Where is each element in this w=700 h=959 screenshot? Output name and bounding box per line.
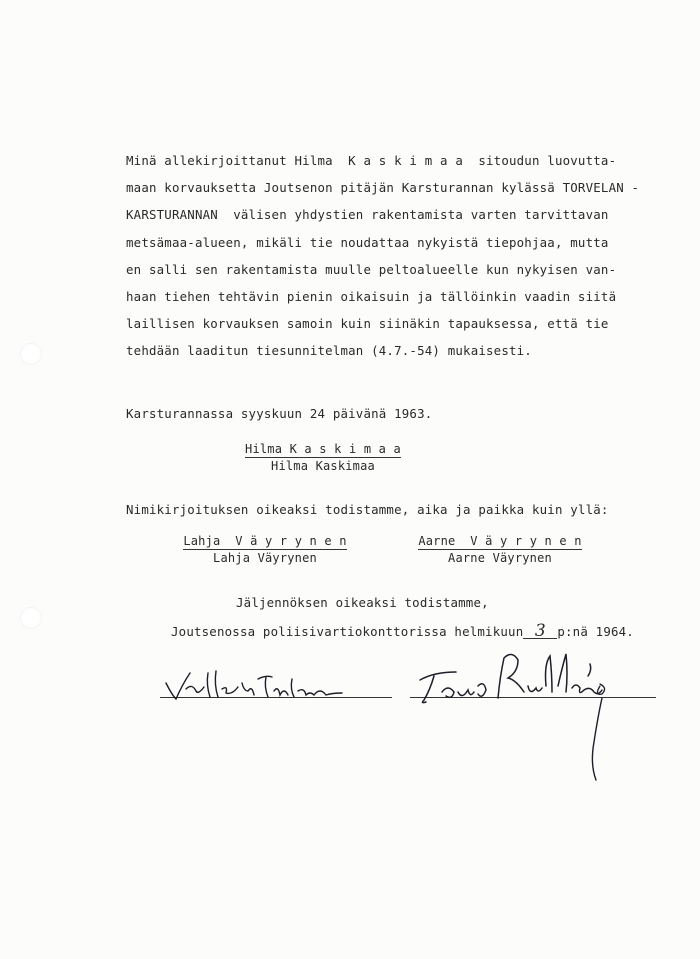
witness-signature [400,534,600,565]
place-and-date: Karsturannassa syyskuun 24 päivänä 1963. [126,406,433,421]
punch-hole [20,607,42,629]
copy-place-suffix: p:nä 1964. [557,624,634,639]
copy-place-date [171,621,634,641]
copy-day: 3 [523,624,557,639]
body-line: tehdään laaditun tiesunnitelman (4.7.-54) mukaisesti. [126,343,532,359]
handwritten-signature-left [160,665,360,705]
body-line: haan tiehen tehtävin pienin oikaisuin ja tällöinkin vaadin siitä [126,288,617,304]
body-line: metsämaa-alueen, mikäli tie noudattaa nykyistä tiepohjaa, mutta [126,234,609,250]
witness-typed-signature: Lahja V ä y r y n e n [183,534,347,548]
body-line: maan korvauksetta Joutsenon pitäjän Karsturannan kylässä TORVELAN - [126,180,640,196]
copy-place-prefix: Joutsenossa poliisivartiokonttorissa helmikuun [171,624,524,639]
witness-name: Lahja Väyrynen [213,551,317,565]
agreement-text [126,147,666,365]
body-line: en salli sen rakentamista muulle peltoalueelle kun nykyisen van- [126,261,617,277]
body-line: Minä allekirjoittanut Hilma K a s k i m a a sitoudun luovutta- [126,153,617,168]
copy-certification: Jäljennöksen oikeaksi todistamme, [236,595,489,610]
handwritten-signature-right [412,646,612,786]
witness-statement: Nimikirjoituksen oikeaksi todistamme, aika ja paikka kuin yllä: [126,502,609,517]
witness-name: Aarne Väyrynen [448,551,552,565]
signer-typed-signature: Hilma K a s k i m a a [245,442,401,456]
signer-signature [228,442,418,473]
punch-hole [20,343,42,365]
witness-signature [165,534,365,565]
signer-name: Hilma Kaskimaa [271,459,375,473]
body-line: KARSTURANNAN välisen yhdystien rakentamista varten tarvittavan [126,207,609,223]
witness-typed-signature: Aarne V ä y r y n e n [418,534,582,548]
body-line: laillisen korvauksen samoin kuin siinäkin tapauksessa, että tie [126,316,609,332]
